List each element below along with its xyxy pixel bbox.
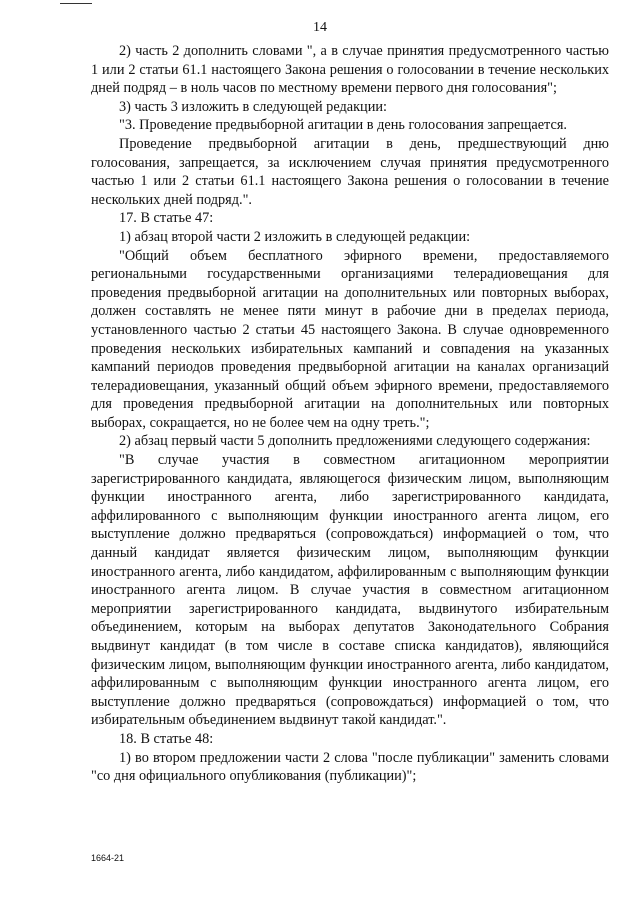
document-body bbox=[91, 42, 609, 786]
paragraph: Проведение предвыборной агитации в день, предшествующий дню голосования, запрещается, за исключением случая принятия предусмотренного частью 1 или 2 статьи 61.1 настоящего Закона решения о голосовании в течение нескольких дней подряд.". bbox=[91, 135, 609, 208]
paragraph: 2) часть 2 дополнить словами ", а в случае принятия предусмотренного частью 1 или 2 статьи 61.1 настоящего Закона решения о голосовании в течение нескольких дней подряд – в ноль часов по местному времени первого дня голосования"; bbox=[91, 43, 609, 97]
paragraph: "В случае участия в совместном агитационном мероприятии зарегистрированного кандидата, являющегося физическим лицом, выполняющим функции иностранного агента, либо зарегистрированного кандидата, аффилированного с выполняющим функции иностранного агента лицом, его выступление должно предваряться (сопровождаться) информацией о том, что данный кандидат является физическим лицом, выполняющим функции иностранного агента, либо кандидатом, аффилированным с выполняющим функции иностранного агента лицом. В случае участия в совместном агитационном мероприятии зарегистрированного кандидата, выдвинутого избирательным объединением, которым на выборах депутатов Законодательного Собрания выдвинут кандидат (в том числе в составе списка кандидатов), являющийся физическим лицом, выполняющим функции иностранного агента, либо кандидатом, аффилированным с выполняющим функции иностранного агента лицом, его выступление должно предваряться (сопровождаться) информацией о том, что избирательным объединением выдвинут такой кандидат.". bbox=[91, 452, 609, 729]
paragraph: 3) часть 3 изложить в следующей редакции: bbox=[119, 98, 387, 115]
paragraph: "Общий объем бесплатного эфирного времени, предоставляемого региональными государственными организациями телерадиовещания для проведения предвыборной агитации на дополнительных или повторных выборах, должен составлять не менее пяти минут в рабочие дни в пределах периода, установленного частью 2 статьи 45 настоящего Закона. В случае одновременного проведения нескольких избирательных кампаний и совпадения на указанных кампаний периодов проведения предвыборной агитации на каналах организаций телерадиовещания, указанный общий объем эфирного времени, предоставляемого для проведения предвыборной агитации на дополнительных или повторных выборах, сокращается, но не более чем на одну треть."; bbox=[91, 247, 609, 431]
paragraph: 1) абзац второй части 2 изложить в следующей редакции: bbox=[119, 228, 471, 245]
paragraph: "3. Проведение предвыборной агитации в день голосования запрещается. bbox=[119, 117, 567, 134]
paragraph: 2) абзац первый части 5 дополнить предложениями следующего содержания: bbox=[119, 433, 591, 450]
top-rule bbox=[60, 3, 92, 4]
paragraph: 17. В статье 47: bbox=[119, 210, 214, 227]
document-code: 1664-21 bbox=[91, 853, 125, 863]
paragraph: 1) во втором предложении части 2 слова "после публикации" заменить словами "со дня официального опубликования (публикации)"; bbox=[91, 749, 609, 785]
paragraph: 18. В статье 48: bbox=[119, 730, 214, 747]
page-number: 14 bbox=[313, 20, 327, 35]
